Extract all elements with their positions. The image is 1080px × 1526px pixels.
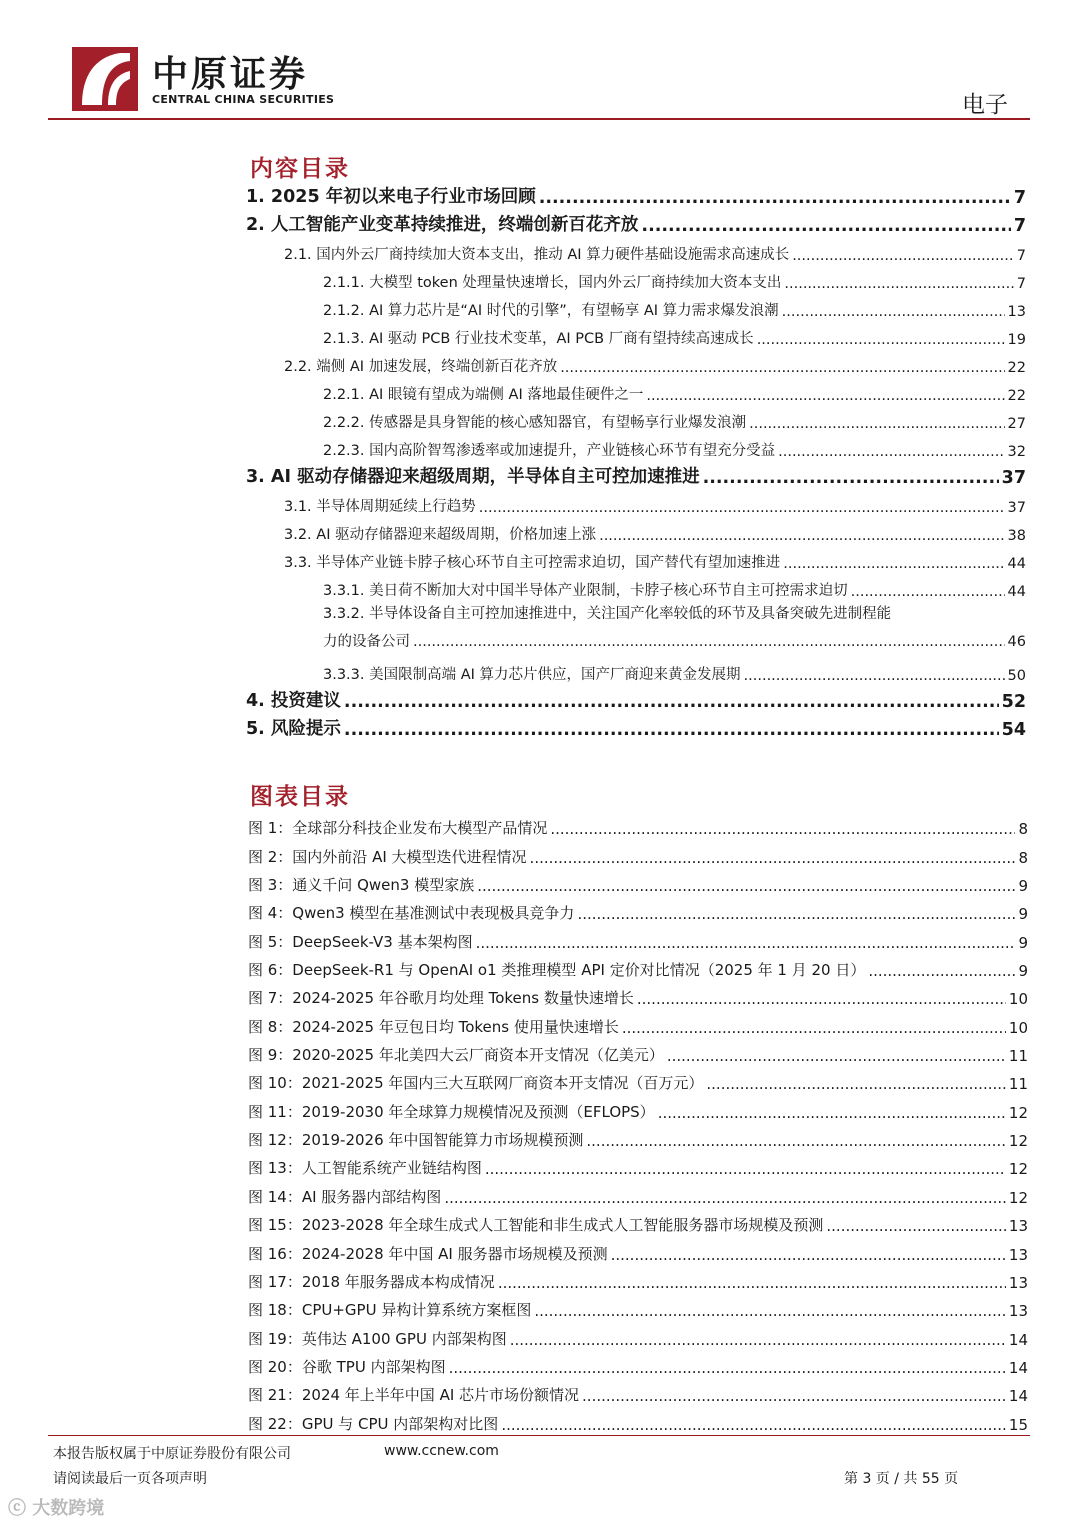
figure-entry[interactable]: 图 11：2019-2030 年全球算力规模情况及预测（EFLOPS） ..... 12 <box>248 1093 1028 1121</box>
toc-entry[interactable]: 2.2. 端侧 AI 加速发展，终端创新百花齐放 ..... 22 <box>246 348 1026 376</box>
figure-entry[interactable]: 图 21：2024 年上半年中国 AI 芯片市场份额情况 ..... 14 <box>248 1377 1028 1405</box>
figure-entry[interactable]: 图 4：Qwen3 模型在基准测试中表现极具竞争力 ..... 9 <box>248 895 1028 923</box>
figure-entry[interactable]: 图 22：GPU 与 CPU 内部架构对比图 ..... 15 <box>248 1405 1028 1433</box>
figure-entry[interactable]: 图 7：2024-2025 年谷歌月均处理 Tokens 数量快速增长 ..... 10 <box>248 980 1028 1008</box>
watermark-icon: ⓒ <box>8 1498 33 1519</box>
figure-entry[interactable]: 图 16：2024-2028 年中国 AI 服务器市场规模及预测 ..... 13 <box>248 1235 1028 1263</box>
toc-entry[interactable]: 2.1. 国内外云厂商持续加大资本支出，推动 AI 算力硬件基础设施需求高速成长 ..... 7 <box>246 236 1026 264</box>
figure-entry[interactable]: 图 9：2020-2025 年北美四大云厂商资本开支情况（亿美元） ..... 11 <box>248 1037 1028 1065</box>
toc-entry[interactable]: 3.3.3. 美国限制高端 AI 算力芯片供应，国产厂商迎来黄金发展期 ..... 50 <box>246 656 1026 684</box>
watermark: ⓒ 大数跨境 <box>8 1498 105 1519</box>
logo-chinese-name: 中原证券 <box>152 54 309 95</box>
toc-entry[interactable]: 3.3.2. 半导体设备自主可控加速推进中，关注国产化率较低的环节及具备突破先进制程能 力的设备公司 ..... 46 <box>246 600 1026 656</box>
sector-label: 电子 <box>962 92 1008 118</box>
figure-entry[interactable]: 图 1：全球部分科技企业发布大模型产品情况 ..... 8 <box>248 810 1028 838</box>
figure-entry[interactable]: 图 5：DeepSeek-V3 基本架构图 ..... 9 <box>248 923 1028 951</box>
toc-entry[interactable]: 4. 投资建议 ..... 52 <box>246 684 1026 712</box>
figure-list <box>248 810 1028 1434</box>
footer-copyright: 本报告版权属于中原证券股份有限公司 <box>53 1446 291 1462</box>
footer-divider <box>48 1435 1030 1436</box>
figure-list-title: 图表目录 <box>250 784 350 810</box>
figure-entry[interactable]: 图 10：2021-2025 年国内三大互联网厂商资本开支情况（百万元） ..... 11 <box>248 1065 1028 1093</box>
header-divider <box>48 118 1030 120</box>
toc-entry[interactable]: 2.2.1. AI 眼镜有望成为端侧 AI 落地最佳硬件之一 ..... 22 <box>246 376 1026 404</box>
toc-entry[interactable]: 2.1.3. AI 驱动 PCB 行业技术变革，AI PCB 厂商有望持续高速成长 ..... 19 <box>246 320 1026 348</box>
footer-website-link[interactable]: www.ccnew.com <box>384 1443 499 1459</box>
toc-entry[interactable]: 3.3. 半导体产业链卡脖子核心环节自主可控需求迫切，国产替代有望加速推进 ..... 44 <box>246 544 1026 572</box>
toc-entry[interactable]: 2. 人工智能产业变革持续推进，终端创新百花齐放 ..... 7 <box>246 208 1026 236</box>
footer-page-number: 第 3 页 / 共 55 页 <box>844 1471 959 1487</box>
footer-disclaimer-note: 请阅读最后一页各项声明 <box>53 1471 207 1487</box>
toc-entry[interactable]: 2.1.1. 大模型 token 处理量快速增长，国内外云厂商持续加大资本支出 ..... 7 <box>246 264 1026 292</box>
toc-entry[interactable]: 2.1.2. AI 算力芯片是“AI 时代的引擎”，有望畅享 AI 算力需求爆发浪潮 ..... 13 <box>246 292 1026 320</box>
figure-entry[interactable]: 图 13：人工智能系统产业链结构图 ..... 12 <box>248 1150 1028 1178</box>
toc-entry[interactable]: 3. AI 驱动存储器迎来超级周期，半导体自主可控加速推进 ..... 37 <box>246 460 1026 488</box>
toc-entry[interactable]: 2.2.2. 传感器是具身智能的核心感知器官，有望畅享行业爆发浪潮 ..... 27 <box>246 404 1026 432</box>
toc-entry[interactable]: 3.1. 半导体周期延续上行趋势 ..... 37 <box>246 488 1026 516</box>
page-header <box>0 0 1080 122</box>
logo-english-name: CENTRAL CHINA SECURITIES <box>152 93 335 106</box>
toc-title: 内容目录 <box>250 156 350 182</box>
figure-entry[interactable]: 图 18：CPU+GPU 异构计算系统方案框图 ..... 13 <box>248 1292 1028 1320</box>
figure-entry[interactable]: 图 3：通义千问 Qwen3 模型家族 ..... 9 <box>248 867 1028 895</box>
figure-entry[interactable]: 图 12：2019-2026 年中国智能算力市场规模预测 ..... 12 <box>248 1122 1028 1150</box>
toc-entry-line2: 力的设备公司 <box>323 634 410 650</box>
figure-entry[interactable]: 图 15：2023-2028 年全球生成式人工智能和非生成式人工智能服务器市场规模及预测 ..... 13 <box>248 1207 1028 1235</box>
figure-entry[interactable]: 图 14：AI 服务器内部结构图 ..... 12 <box>248 1178 1028 1206</box>
figure-entry[interactable]: 图 8：2024-2025 年豆包日均 Tokens 使用量快速增长 ..... 10 <box>248 1008 1028 1036</box>
toc-entry[interactable]: 1. 2025 年初以来电子行业市场回顾 ..... 7 <box>246 180 1026 208</box>
toc-entry[interactable]: 3.2. AI 驱动存储器迎来超级周期，价格加速上涨 ..... 38 <box>246 516 1026 544</box>
toc-entry[interactable]: 2.2.3. 国内高阶智驾渗透率或加速提升，产业链核心环节有望充分受益 ..... 32 <box>246 432 1026 460</box>
toc-entry[interactable]: 3.3.1. 美日荷不断加大对中国半导体产业限制，卡脖子核心环节自主可控需求迫切 ..... 44 <box>246 572 1026 600</box>
central-china-securities-logo-icon <box>72 47 138 111</box>
table-of-contents <box>246 180 1026 740</box>
toc-entry[interactable]: 5. 风险提示 ..... 54 <box>246 712 1026 740</box>
toc-entry-line1: 3.3.2. 半导体设备自主可控加速推进中，关注国产化率较低的环节及具备突破先进制程能 <box>323 606 892 622</box>
figure-entry[interactable]: 图 2：国内外前沿 AI 大模型迭代进程情况 ..... 8 <box>248 838 1028 866</box>
figure-entry[interactable]: 图 20：谷歌 TPU 内部架构图 ..... 14 <box>248 1349 1028 1377</box>
figure-entry[interactable]: 图 17：2018 年服务器成本构成情况 ..... 13 <box>248 1264 1028 1292</box>
figure-entry[interactable]: 图 19：英伟达 A100 GPU 内部架构图 ..... 14 <box>248 1320 1028 1348</box>
figure-entry[interactable]: 图 6：DeepSeek-R1 与 OpenAI o1 类推理模型 API 定价对比情况（2025 年 1 月 20 日） ..... 9 <box>248 952 1028 980</box>
